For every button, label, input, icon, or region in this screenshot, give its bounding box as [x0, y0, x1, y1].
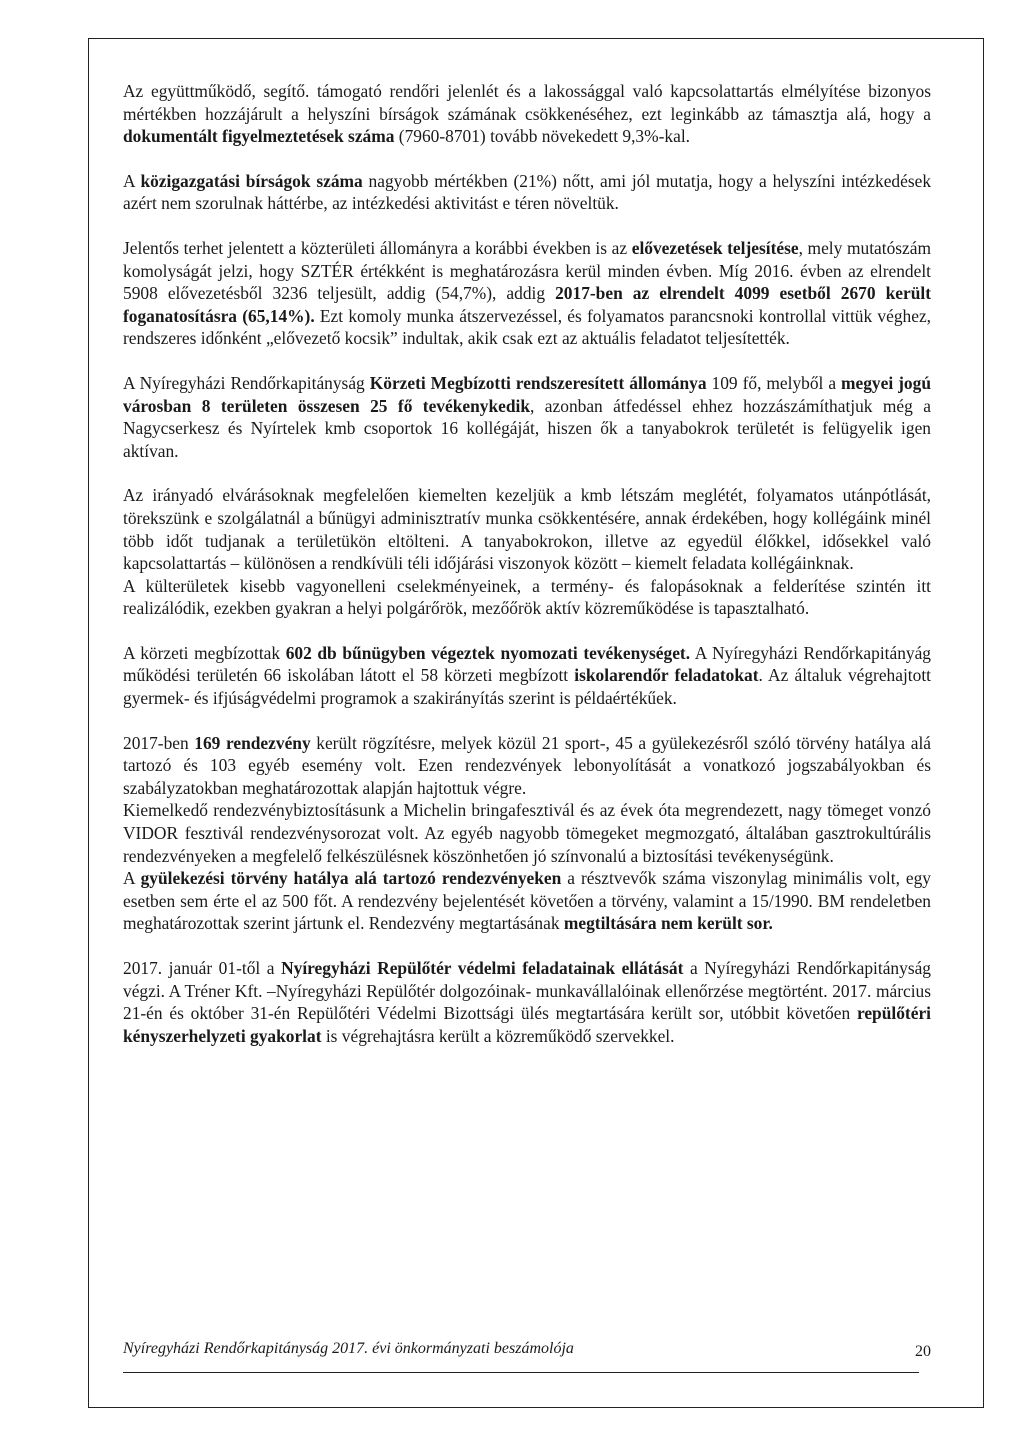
bold-text: dokumentált figyelmeztetések száma — [123, 126, 395, 147]
text-run: , mely mutatószám komolyságát jelzi, hogy SZTÉR értékként is meghatározásra kerül minden évben. Míg 2016. évben az elrendelt 5908 elővezetésből 3236 teljesült, addig (54,7%), addig — [123, 237, 931, 304]
text-run: nagyobb mértékben (21%) nőtt, ami jól mutatja, hogy a helyszíni intézkedések azért nem szorulnak háttérbe, az intézkedési aktivitást e téren növeltük. — [123, 170, 932, 214]
bold-text: 169 rendezvény — [194, 732, 311, 753]
text-run: A Nyíregyházi Rendőrkapitányság — [123, 372, 370, 393]
text-run: , azonban átfedéssel ehhez hozzászámíthatjuk még a Nagycserkesz és Nyírtelek kmb csoportok 16 kollégáját, hiszen ők a tanyabokrok területét is felügyelik igen aktívan. — [123, 395, 931, 461]
bold-text: 2017-ben az elrendelt 4099 esetből 2670 került foganatosításra (65,14%). — [123, 283, 931, 326]
text-run: . Az általuk végrehajtott gyermek- és ifjúságvédelmi programok a szakirányítás szerint is példaértékűek. — [123, 665, 931, 709]
paragraph-assembly-law — [123, 867, 931, 935]
text-run: Az együttműködő, segítő. támogató rendőri jelenlét és a lakossággal való kapcsolattartás elmélyítése bizonyos mértékben hozzájárult a helyszíni bírságok számának csökkenéséhez, ezt leginkább az támasztja alá, hogy a — [123, 81, 931, 124]
text-run: került rögzítésre, melyek közül 21 sport-, 45 a gyülekezésről szóló törvény hatálya alá tartozó és 103 egyéb esemény volt. Ezen rendezvények lebonyolítását a vonatkozó jogszabályokban és szabályzatokban meghatározottak alapján hajtottuk végre. — [123, 732, 931, 798]
page-number: 20 — [915, 1343, 931, 1360]
bold-text: elővezetések teljesítése — [631, 237, 799, 258]
paragraph-events — [123, 732, 931, 800]
text-run: is végrehajtásra került a közreműködő szervekkel. — [321, 1025, 675, 1046]
bold-text: Körzeti Megbízotti rendszeresített állománya — [369, 372, 707, 393]
paragraph-airport — [123, 957, 931, 1047]
text-run: (7960-8701) tovább növekedett 9,3%-kal. — [394, 126, 691, 147]
text-run: Ezt komoly munka átszervezéssel, és folyamatos parancsnoki kontrollal vittük véghez, rendszeres időnként „elővezető kocsik” indultak, akik csak ezt az aktuális feladatot teljesítették. — [123, 305, 932, 349]
bold-text: közigazgatási bírságok száma — [140, 170, 363, 191]
bold-text: repülőtéri kényszerhelyzeti gyakorlat — [123, 1003, 931, 1046]
page-footer — [123, 1340, 931, 1362]
paragraph-investigations — [123, 642, 931, 710]
paragraph-outskirts — [123, 575, 931, 620]
text-run: Kiemelkedő rendezvénybiztosításunk a Michelin bringafesztivál és az évek óta megrendezett, nagy tömeget vonzó VIDOR fesztivál rendezvénysorozat volt. Az egyéb nagyobb tömegeket megmozgató, általában gasztrokultúrális rendezvényeken a megfelelő felkészülésnek köszönhetően jó színvonalú a biztosítási tevékenységünk. — [123, 800, 931, 866]
text-run: A Nyíregyházi Rendőrkapitányág működési területén 66 iskolában látott el 58 körzeti megbízott — [123, 642, 932, 686]
text-run: a résztvevők száma viszonylag minimális volt, egy esetben sem érte el az 500 főt. A rendezvény bejelentését követően a törvény, valamint a 15/1990. BM rendeletben meghatározottak szerint jártunk el. Rendezvény megtartásának — [123, 868, 931, 934]
text-run: A körzeti megbízottak — [123, 642, 286, 663]
text-run: a Nyíregyházi Rendőrkapitányság végzi. A Tréner Kft. –Nyíregyházi Repülőtér dolgozóinak- munkavállalóinak ellenőrzése megtörtént. 2017. március 21-én és október 31-én Repülőtéri Védelmi Bizottsági ülés megtartására került sor, utóbbit követően — [123, 958, 931, 1024]
bold-text: iskolarendőr feladatokat — [574, 665, 759, 686]
paragraph-summons — [123, 237, 931, 350]
text-run: 2017-ben — [123, 732, 195, 753]
paragraph-expectations — [123, 484, 931, 574]
bold-text: 602 db bűnügyben végeztek nyomozati tevékenységet. — [285, 642, 691, 663]
bold-text: megtiltására nem került sor. — [563, 913, 773, 934]
text-run: 109 fő, melyből a — [706, 372, 842, 393]
bold-text: megyei jogú városban 8 területen összesen 25 fő tevékenykedik — [123, 372, 931, 416]
text-run: A — [123, 170, 141, 191]
text-run: 2017. január 01-től a — [123, 958, 282, 978]
bold-text: gyülekezési törvény hatálya alá tartozó rendezvényeken — [140, 868, 562, 889]
paragraph-festivals — [123, 799, 931, 867]
text-run: Az irányadó elvárásoknak megfelelően kiemelten kezeljük a kmb létszám meglétét, folyamatos utánpótlását, törekszünk e szolgálatnál a bűnügyi adminisztratív munka csökkentésére, annak érdekében, hogy kollégáink minél több időt tudjanak a területükön eltölteni. A tanyabokrokon, illetve az egyedül élőkkel, idősekkel való kapcsolattartás – különösen a rendkívüli téli időjárási viszonyok között – kiemelt feladata kollégáinknak. — [123, 485, 931, 574]
bold-text: Nyíregyházi Repülőtér védelmi feladatainak ellátását — [281, 958, 684, 978]
text-run: Jelentős terhet jelentett a közterületi állományra a korábbi években is az — [123, 237, 632, 258]
footer-rule — [123, 1372, 919, 1373]
text-run: A — [123, 868, 141, 889]
paragraph-administrative-fines — [123, 170, 931, 215]
footer-title: Nyíregyházi Rendőrkapitányság 2017. évi önkormányzati beszámolója — [123, 1340, 574, 1357]
paragraph-district-officers — [123, 372, 931, 462]
text-run: A külterületek kisebb vagyonelleni cselekményeinek, a termény- és falopásoknak a felderítése szintén itt realizálódik, ezekben gyakran a helyi polgárőrök, mezőőrök aktív közreműködése is tapasztalható. — [123, 575, 931, 619]
paragraph-fines — [123, 80, 931, 148]
document-body — [123, 80, 931, 1047]
